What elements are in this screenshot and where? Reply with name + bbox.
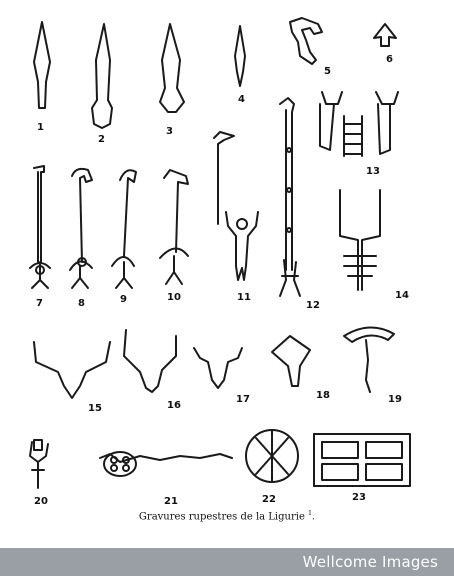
figure-6-arrowhead xyxy=(374,24,396,46)
figure-number-21: 21 xyxy=(164,496,178,507)
figure-number-6: 6 xyxy=(386,54,393,65)
figure-number-14: 14 xyxy=(395,290,409,301)
figure-8-figure xyxy=(70,169,92,288)
figure-number-16: 16 xyxy=(167,400,181,411)
figure-10-figure xyxy=(160,170,188,284)
figure-18-head xyxy=(272,336,310,386)
figure-number-7: 7 xyxy=(36,298,43,309)
figure-number-17: 17 xyxy=(236,394,250,405)
figure-19-head xyxy=(344,327,394,392)
figure-20-cross xyxy=(30,440,48,488)
figure-number-18: 18 xyxy=(316,390,330,401)
figure-1-dagger xyxy=(34,22,50,108)
figure-16-head xyxy=(124,330,176,392)
wellcome-images-logo[interactable]: Wellcome Images xyxy=(302,553,438,571)
figure-5-fragment xyxy=(290,18,322,64)
figure-number-22: 22 xyxy=(262,494,276,505)
footer-bar xyxy=(0,548,454,576)
figure-number-2: 2 xyxy=(98,134,105,145)
figure-number-15: 15 xyxy=(88,403,102,414)
caption-text: Gravures rupestres de la Ligurie xyxy=(138,511,305,523)
figure-23-grid xyxy=(314,434,410,486)
figure-13-ladder xyxy=(320,92,398,156)
figure-number-9: 9 xyxy=(120,294,127,305)
figure-4-dagger xyxy=(235,26,245,86)
figure-number-13: 13 xyxy=(366,166,380,177)
figure-number-19: 19 xyxy=(388,394,402,405)
figure-number-1: 1 xyxy=(37,122,44,133)
figure-number-4: 4 xyxy=(238,94,245,105)
figure-number-10: 10 xyxy=(167,292,181,303)
figure-9-figure xyxy=(112,170,136,288)
figure-number-5: 5 xyxy=(324,66,331,77)
figure-11-figure xyxy=(214,132,258,280)
figure-21-wheel-line xyxy=(100,452,232,476)
figure-14-horned xyxy=(340,190,380,290)
figure-22-wheel xyxy=(246,430,298,482)
figure-2-dagger xyxy=(92,24,112,128)
figure-12-figure xyxy=(280,98,300,296)
figure-15-head xyxy=(34,342,110,398)
figure-number-3: 3 xyxy=(166,126,173,137)
figure-number-8: 8 xyxy=(78,298,85,309)
caption-footnote-mark: 1 xyxy=(308,510,312,517)
figure-number-11: 11 xyxy=(237,292,251,303)
figure-number-20: 20 xyxy=(34,496,48,507)
plate-caption: Gravures rupestres de la Ligurie $^1$. xyxy=(138,510,316,523)
figure-17-head xyxy=(194,348,242,388)
figure-7-figure xyxy=(30,166,50,288)
figure-3-dagger xyxy=(160,24,184,112)
figure-number-12: 12 xyxy=(306,300,320,311)
figure-number-23: 23 xyxy=(352,492,366,503)
